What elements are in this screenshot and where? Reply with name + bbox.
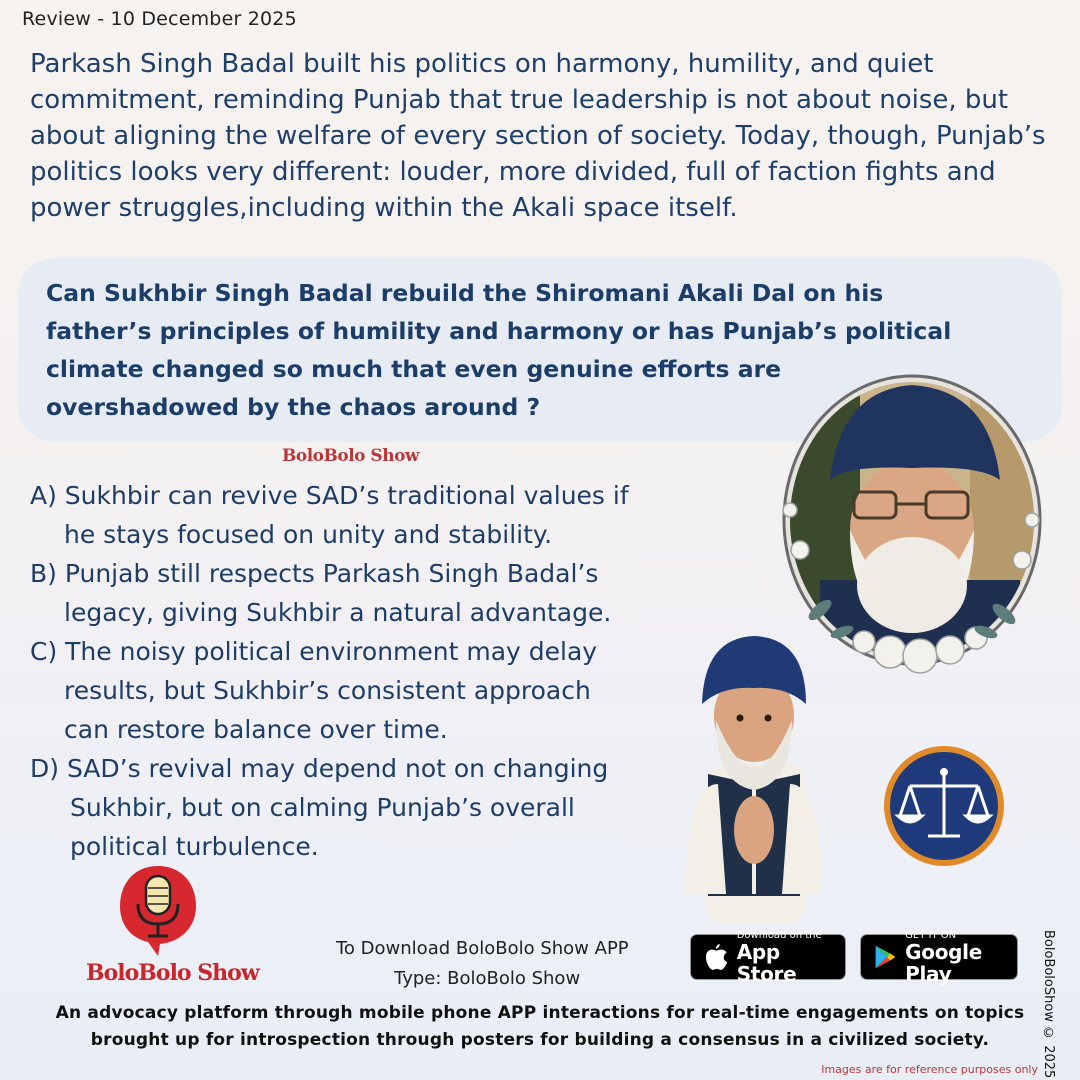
google-play-button[interactable] (860, 929, 1018, 986)
intro-paragraph: Parkash Singh Badal built his politics on harmony, humility, and quiet commitment, reminding Punjab that true leadership is not about noise, but about aligning the welfare of every section of society. Today, though, Punjab’s politics looks very different: louder, more divided, full of faction fights and power struggles,including within the Akali space itself. (30, 49, 1046, 223)
scales-icon (882, 744, 1006, 868)
option-d-line3: political turbulence. (70, 832, 319, 861)
option-a-line1: A) Sukhbir can revive SAD’s traditional values if (30, 481, 629, 510)
option-b-line1: B) Punjab still respects Parkash Singh Badal’s (30, 559, 599, 588)
footer-description: An advocacy platform through mobile phone APP interactions for real-time engagements on topics brought up for introspection through posters for building a consensus in a civilized society. (55, 1003, 1025, 1050)
brand-logo-text: BoloBolo Show (86, 960, 259, 986)
option-b-line2: legacy, giving Sukhbir a natural advantage. (64, 598, 612, 627)
google-play-big: Google Play (905, 939, 982, 986)
option-d[interactable] (30, 749, 710, 866)
option-b[interactable] (30, 554, 710, 632)
image-disclaimer: Images are for reference purposes only (821, 1063, 1038, 1076)
google-play-small: GET IT ON (905, 929, 957, 941)
review-date: Review - 10 December 2025 (22, 8, 297, 30)
apple-icon (703, 942, 729, 972)
google-play-icon (873, 942, 897, 972)
option-c-line1: C) The noisy political environment may delay (30, 637, 598, 666)
option-a-line2: he stays focused on unity and stability. (64, 520, 553, 549)
question-text: Can Sukhbir Singh Badal rebuild the Shiromani Akali Dal on his father’s principles of humility and harmony or has Punjab’s political climate changed so much that even genuine efforts are overshadowed by the chaos around ? (46, 279, 952, 421)
option-c-line3: can restore balance over time. (64, 715, 448, 744)
copyright-notice: BoloBoloShow © 2025 (1041, 930, 1056, 1079)
option-a[interactable] (30, 476, 710, 554)
option-c-line2: results, but Sukhbir’s consistent approach (64, 676, 591, 705)
app-store-small: Download on the (736, 929, 822, 941)
option-d-line2: Sukhbir, but on calming Punjab’s overall (70, 793, 575, 822)
option-d-line1: D) SAD’s revival may depend not on changing (30, 754, 609, 783)
options-list (30, 476, 710, 866)
app-store-button[interactable] (690, 929, 846, 986)
app-store-big: App Store (736, 939, 797, 986)
download-type: Type: BoloBolo Show (394, 968, 581, 989)
cartoon-figure (666, 634, 842, 924)
download-instruction: To Download BoloBolo Show APP (336, 938, 629, 959)
brand-watermark: BoloBolo Show (282, 446, 420, 466)
microphone-logo-icon (116, 862, 200, 958)
option-c[interactable] (30, 632, 710, 749)
